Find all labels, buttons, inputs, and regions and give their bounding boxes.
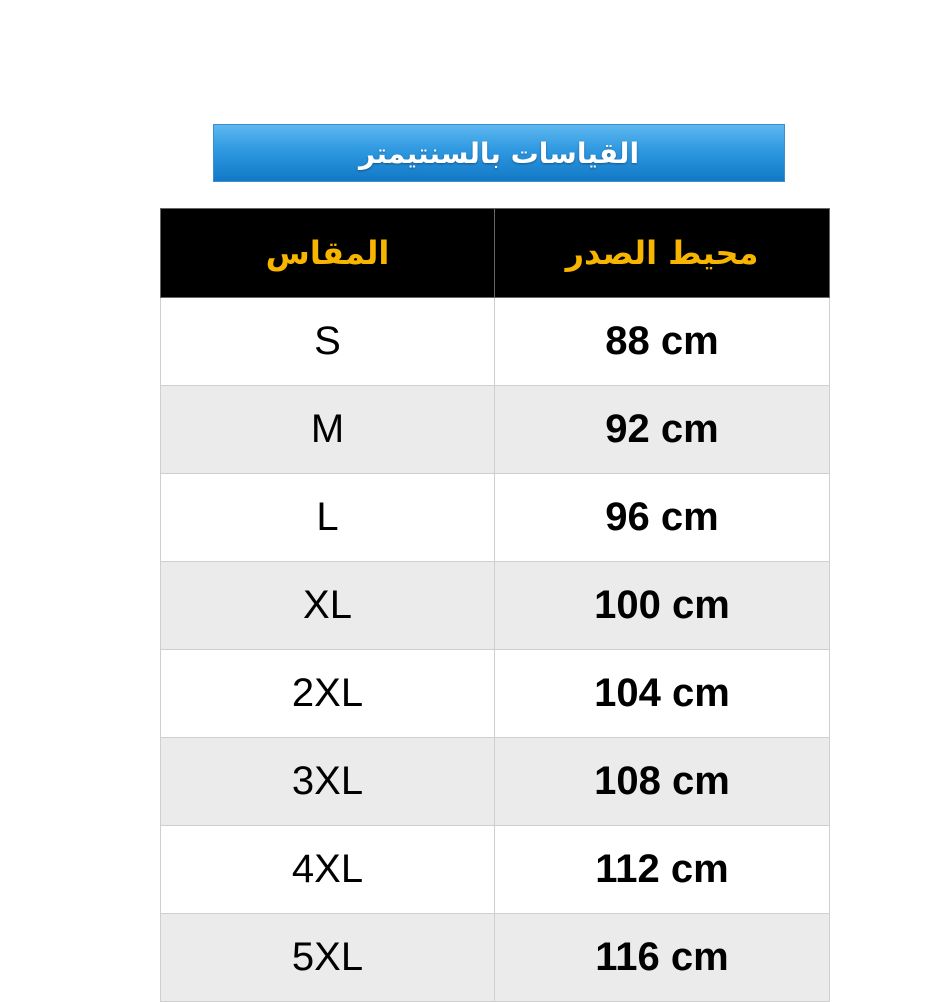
chest-cell: 88 cm (495, 298, 830, 386)
table-row (161, 386, 830, 474)
size-cell: 2XL (161, 650, 495, 738)
size-cell: S (161, 298, 495, 386)
table-row (161, 826, 830, 914)
chest-cell: 116 cm (495, 914, 830, 1002)
chest-cell: 100 cm (495, 562, 830, 650)
size-cell: M (161, 386, 495, 474)
page-title: القياسات بالسنتيمتر (358, 136, 640, 170)
size-cell: L (161, 474, 495, 562)
size-cell: 3XL (161, 738, 495, 826)
header-size: المقاس (161, 209, 495, 298)
chest-cell: 108 cm (495, 738, 830, 826)
size-cell: 5XL (161, 914, 495, 1002)
chest-cell: 112 cm (495, 826, 830, 914)
title-banner (213, 124, 785, 182)
chest-cell: 92 cm (495, 386, 830, 474)
table-row (161, 738, 830, 826)
size-chart-table (160, 208, 830, 1002)
table-row (161, 298, 830, 386)
table-header-row (161, 209, 830, 298)
header-chest: محيط الصدر (495, 209, 830, 298)
chest-cell: 104 cm (495, 650, 830, 738)
chest-cell: 96 cm (495, 474, 830, 562)
size-cell: XL (161, 562, 495, 650)
table-row (161, 562, 830, 650)
size-cell: 4XL (161, 826, 495, 914)
table-row (161, 914, 830, 1002)
table-row (161, 474, 830, 562)
table-row (161, 650, 830, 738)
